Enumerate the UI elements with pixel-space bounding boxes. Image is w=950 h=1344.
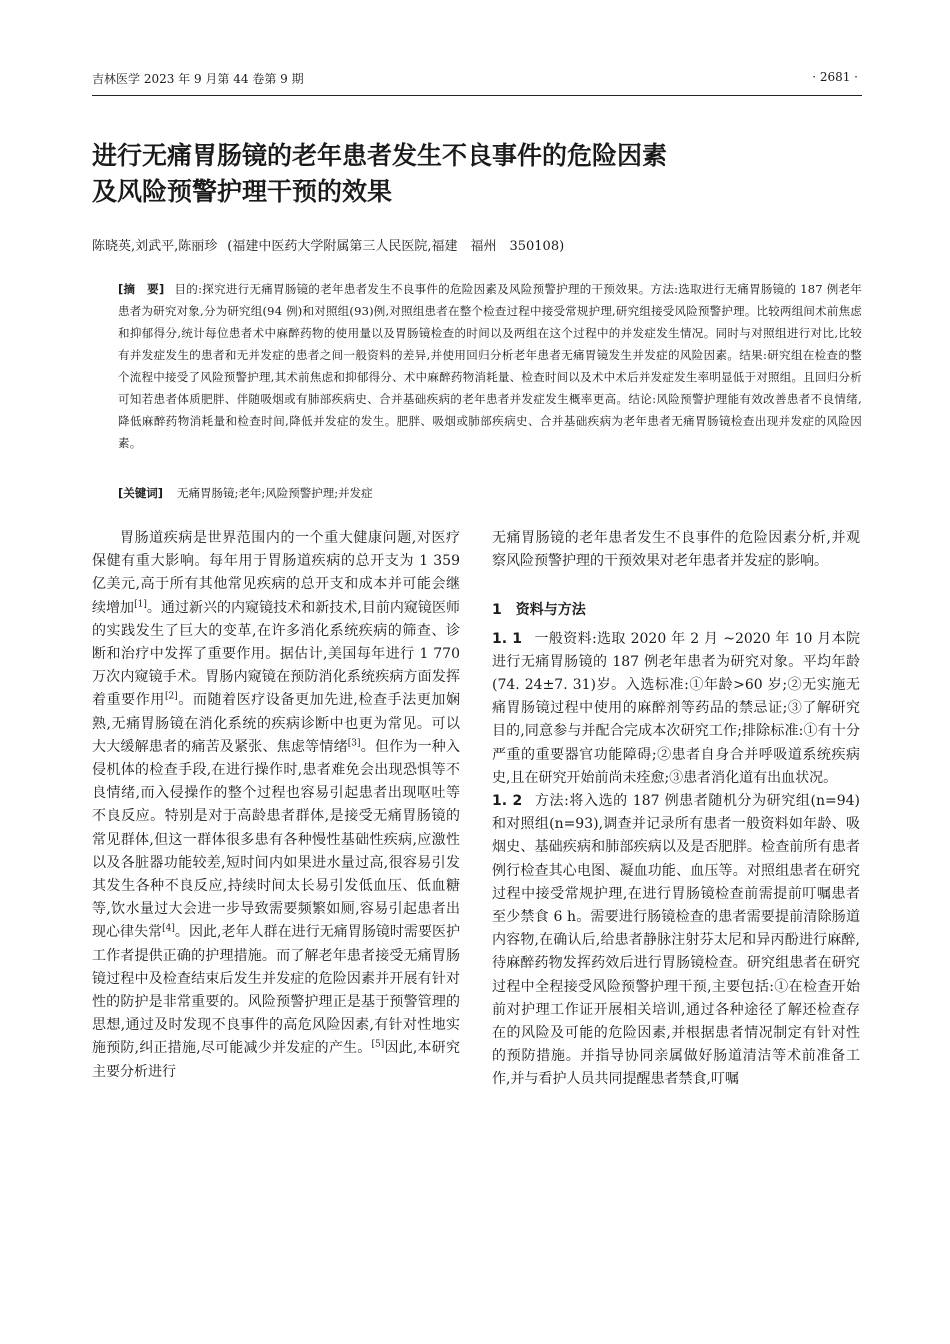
keywords <box>118 485 373 501</box>
intro-text-3: 。而随着医疗设备更加先进,检查手法更加娴熟,无痛胃肠镜在消化系统的疾病诊断中也更为常见。可以大大缓解患者的痛苦及紧张、焦虑等情绪 <box>92 692 461 755</box>
intro-text-5: 。因此,老年人群在进行无痛胃肠镜时需要医护工作者提供正确的护理措施。而了解老年患者接受无痛胃肠镜过程中及检查结束后发生并发症的危险因素并开展有针对性的防护是非常重要的。风险预警护理正是基于预警管理的思想,通过及时发现不良事件的高危风险因素,有针对性地实施预防,纠正措施,尽可能减少并发症的产生。 <box>92 924 460 1057</box>
section-1-2-text: 方法:将入选的 187 例患者随机分为研究组(n=94)和对照组(n=93),调查并记录所有患者一般资料如年龄、吸烟史、基础疾病和肺部疾病以及是否肥胖。检查前所有患者例行检查其心电图、凝血功能、血压等。对照组患者在研究过程中接受常规护理,在进行胃肠镜检查前需提前叮嘱患者至少禁食 6 h。需要进行肠镜检查的患者需要提前清除肠道内容物,在确认后,给患者静脉注射芬太尼和异丙酚进行麻醉,待麻醉药物发挥药效后进行胃肠镜检查。研究组患者在研究过程中全程接受风险预警护理干预,主要包括:①在检查开始前对护理工作证开展相关培训,通过各种途径了解还检查存在的风险及可能的危险因素,并根据患者情况制定有针对性的预防措施。并指导协同亲属做好肠道清洁等术前准备工作,并与看护人员共同提醒患者禁食,叮嘱 <box>492 793 860 1088</box>
keywords-text: 无痛胃肠镜;老年;风险预警护理;并发症 <box>177 486 373 500</box>
abstract <box>92 278 862 454</box>
citation-3[interactable]: [3] <box>347 738 361 749</box>
intro-text-4: 。但作为一种入侵机体的检查手段,在进行操作时,患者难免会出现恐惧等不良情绪,而入侵操作的整个过程也容易引起患者出现呕吐等不良反应。特别是对于高龄患者群体,是接受无痛胃肠镜的常见群体,但这一群体很多患有各种慢性基础性疾病,应激性以及各脏器功能较差,短时间内如果进水量过高,很容易引发其发生各种不良反应,持续时间太长易引发低血压、低血糖等,饮水量过大会进一步导致需要频繁如厕,容易引起患者出现心律失常 <box>92 738 461 941</box>
section-1-heading: 1 资料与方法 <box>492 602 586 619</box>
intro-continuation: 无痛胃肠镜的老年患者发生不良事件的危险因素分析,并观察风险预警护理的干预效果对老年患者并发症的影响。 <box>492 530 860 570</box>
citation-2[interactable]: [2] <box>164 691 178 702</box>
section-1-1-text: 一般资料:选取 2020 年 2 月 ~2020 年 10 月本院进行无痛胃肠镜的 187 例老年患者为研究对象。平均年龄(74. 24±7. 31)岁。入选标准:①年龄>60 岁;②无实施无痛胃肠镜过程中使用的麻醉剂等药品的禁忌证;③了解研究目的,同意参与并配合完成本次研究工作;排除标准:①有十分严重的重要器官功能障碍;②患者自身合并呼吸道系统疾病史,且在研究开始前尚未痊愈;③患者消化道有出血状况。 <box>492 630 860 786</box>
title-line-1: 进行无痛胃肠镜的老年患者发生不良事件的危险因素 <box>92 141 668 170</box>
abstract-text: 目的:探究进行无痛胃肠镜的老年患者发生不良事件的危险因素及风险预警护理的干预效果。方法:选取进行无痛胃肠镜的 187 例老年患者为研究对象,分为研究组(94 例)和对照组(93)例,对照组患者在整个检查过程中接受常规护理,研究组接受风险预警护理。比较两组间术前焦虑和抑郁得分,统计每位患者术中麻醉药物的使用量以及胃肠镜检查的时间以及两组在这个过程中的并发症发生情况。同时与对照组进行对比,比较有并发症发生的患者和无并发症的患者之间一般资料的差异,并使用回归分析老年患者无痛胃镜发生并发症的风险因素。结果:研究组在检查的整个流程中接受了风险预警护理,其术前焦虑和抑郁得分、术中麻醉药物消耗量、检查时间以及术中术后并发症发生率明显低于对照组。且回归分析可知若患者体质肥胖、伴随吸烟或有肺部疾病史、合并基础疾病的老年患者并发症发生概率更高。结论:风险预警护理能有效改善患者不良情绪,降低麻醉药物消耗量和检查时间,降低并发症的发生。肥胖、吸烟或肺部疾病史、合并基础疾病为老年患者无痛胃肠镜检查出现并发症的风险因素。 <box>118 282 863 450</box>
intro-text-1: 胃肠道疾病是世界范围内的一个重大健康问题,对医疗保健有重大影响。每年用于胃肠道疾病的总开支为 1 359 亿美元,高于所有其他常见疾病的总开支和成本并可能会继续增加 <box>92 530 460 616</box>
running-head-journal: 吉林医学 2023 年 9 月第 44 卷第 9 期 <box>92 72 304 86</box>
citation-1[interactable]: [1] <box>134 598 147 609</box>
abstract-label: [摘 要] <box>118 282 165 296</box>
section-1-1-number: 1. 1 <box>492 630 523 647</box>
keywords-label: [关键词] <box>118 486 164 500</box>
author-line <box>92 235 564 254</box>
article-title <box>92 138 852 210</box>
citation-4[interactable]: [4] <box>162 923 175 934</box>
body-right-column <box>492 527 860 1092</box>
title-line-2: 及风险预警护理干预的效果 <box>92 177 393 206</box>
body-left-column <box>92 527 460 1084</box>
section-1-2 <box>492 790 860 1092</box>
section-1-2-number: 1. 2 <box>492 793 523 810</box>
page-number: · 2681 · <box>812 70 858 84</box>
intro-text-2: 。通过新兴的内窥镜技术和新技术,目前内窥镜医师的实践发生了巨大的变革,在许多消化系统疾病的筛查、诊断和治疗中发挥了重要作用。据估计,美国每年进行 1 770万次内窥镜手术。胃肠内窥镜在预防消化系统疾病方面发挥着重要作用 <box>92 599 460 709</box>
intro-paragraph <box>92 527 460 1084</box>
citation-5[interactable]: [5] <box>371 1039 385 1050</box>
section-1-1 <box>492 628 860 790</box>
intro-text-6: 因此,本研究主要分析进行 <box>92 1040 460 1080</box>
author-affiliation: (福建中医药大学附属第三人民医院,福建 福州 350108) <box>227 239 565 254</box>
header-divider <box>92 95 862 96</box>
author-names: 陈晓英,刘武平,陈丽珍 <box>92 239 218 254</box>
